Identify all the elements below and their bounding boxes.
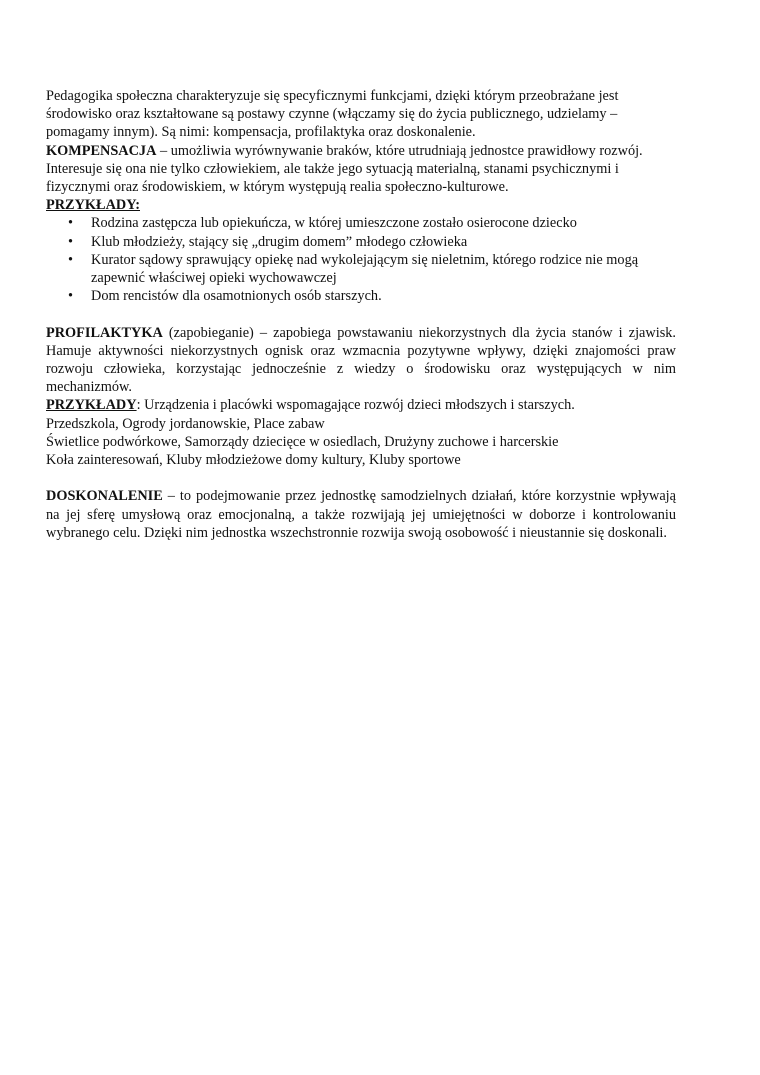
kompensacja-examples-label [46,196,676,214]
examples-label: PRZYKŁADY: [46,197,140,214]
intro-paragraph: Pedagogika społeczna charakteryzuje się specyficznymi funkcjami, dzięki którym przeobrażane jest środowisko oraz kształtowane są postawy czynne (włączamy się do życia publicznego, udzielamy – pomagamy innym). Są nimi: kompensacja, profilaktyka oraz doskonalenie. [46,88,619,141]
doskonalenie-paragraph [46,487,676,542]
profilaktyka-text: (zapobieganie) – zapobiega powstawaniu niekorzystnych dla życia stanów i zjawisk. Hamuje aktywności niekorzystnych ognisk oraz wzmacnia pozytywne wpływy, dzięki znajomości praw rozwoju człowieka, korzystając jednocześnie z wiedzy o środowisku oraz występujących w nim mechanizmów. [46,324,676,396]
profilaktyka-line: Koła zainteresowań, Kluby młodzieżowe domy kultury, Kluby sportowe [46,452,461,469]
list-item-text: Kurator sądowy sprawujący opiekę nad wykolejającym się nieletnim, którego rodzice nie mogą zapewnić właściwej opieki wychowawczej [91,251,639,287]
spacer [46,469,676,487]
profilaktyka-examples-text: : Urządzenia i placówki wspomagające rozwój dzieci młodszych i starszych. [136,397,575,414]
profilaktyka-paragraph [46,324,676,397]
list-item [46,287,676,305]
list-item [46,233,676,251]
examples-label: PRZYKŁADY [46,397,137,414]
kompensacja-examples-list [46,214,676,305]
list-item-text: Dom rencistów dla osamotnionych osób starszych. [91,288,382,305]
profilaktyka-line: Przedszkola, Ogrody jordanowskie, Place zabaw [46,415,325,432]
list-item [46,214,676,232]
list-item [46,251,676,287]
profilaktyka-examples-line [46,396,676,414]
document-page [46,87,676,542]
profilaktyka-line: Świetlice podwórkowe, Samorządy dziecięce w osiedlach, Drużyny zuchowe i harcerskie [46,433,559,450]
bullet-icon: • [68,233,74,250]
spacer [46,305,676,323]
profilaktyka-heading: PROFILAKTYKA [46,324,163,341]
kompensacja-heading: KOMPENSACJA [46,142,157,159]
bullet-icon: • [68,288,74,305]
kompensacja-paragraph [46,142,676,197]
list-item-text: Klub młodzieży, stający się „drugim domem” młodego człowieka [91,233,468,250]
list-item-text: Rodzina zastępcza lub opiekuńcza, w której umieszczone zostało osierocone dziecko [91,215,577,232]
bullet-icon: • [68,251,74,268]
doskonalenie-text: – to podejmowanie przez jednostkę samodzielnych działań, które korzystnie wpływają na jej sferę umysłową oraz emocjonalną, a także rozwijają jej umiejętności w doborze i kontrolowaniu wybranego celu. Dzięki nim jednostka wszechstronnie rozwija swoją osobowość i nieustannie się doskonali. [46,488,676,541]
kompensacja-text: – umożliwia wyrównywanie braków, które utrudniają jednostce prawidłowy rozwój. Interesuje się ona nie tylko człowiekiem, ale także jego sytuacją materialną, stanami psychicznymi i fizycznymi oraz środowiskiem, w którym występują realia społeczno-kulturowe. [46,142,643,196]
bullet-icon: • [68,215,74,232]
doskonalenie-heading: DOSKONALENIE [46,488,163,505]
